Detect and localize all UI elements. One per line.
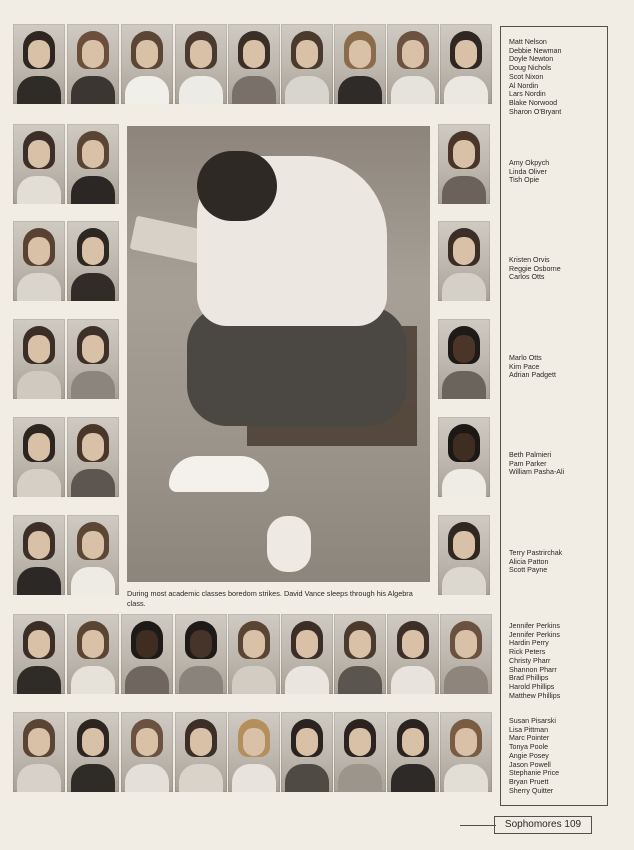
student-name: Al Nordin bbox=[509, 81, 539, 90]
portrait-photo bbox=[13, 712, 65, 792]
student-name: Shannon Pharr bbox=[509, 665, 557, 674]
portrait-photo bbox=[13, 319, 65, 399]
portrait-photo bbox=[387, 614, 439, 694]
portrait-photo bbox=[67, 24, 119, 104]
portrait-photo bbox=[440, 24, 492, 104]
student-name: Brad Phillips bbox=[509, 674, 549, 683]
student-name: Matt Nelson bbox=[509, 38, 547, 46]
student-name: Angie Posey bbox=[509, 751, 549, 760]
student-name: Blake Norwood bbox=[509, 98, 558, 107]
portrait-photo bbox=[67, 221, 119, 301]
portrait-photo bbox=[438, 515, 490, 595]
portrait-photo bbox=[228, 712, 280, 792]
portrait-photo bbox=[13, 614, 65, 694]
portrait-photo bbox=[440, 614, 492, 694]
portrait-photo bbox=[121, 24, 173, 104]
student-name: Adrian Padgett bbox=[509, 371, 556, 380]
portrait-photo bbox=[228, 24, 280, 104]
student-name: Lars Nordin bbox=[509, 90, 546, 99]
photo-caption: During most academic classes boredom strikes. David Vance sleeps through his Algebra class. bbox=[127, 589, 413, 609]
student-name: Kim Pace bbox=[509, 362, 540, 371]
student-name: Scott Payne bbox=[509, 566, 548, 575]
portrait-photo bbox=[281, 24, 333, 104]
name-list-perkins bbox=[509, 622, 560, 700]
name-list-palmieri bbox=[509, 451, 564, 477]
student-name: Amy Okpych bbox=[509, 159, 550, 167]
student-name: Harold Phillips bbox=[509, 682, 555, 691]
portrait-photo bbox=[13, 24, 65, 104]
footer-rule bbox=[460, 825, 496, 826]
portrait-photo bbox=[13, 221, 65, 301]
student-name: Rick Peters bbox=[509, 648, 546, 657]
portrait-photo bbox=[438, 124, 490, 204]
student-name: Hardin Perry bbox=[509, 639, 549, 648]
portrait-photo bbox=[175, 24, 227, 104]
student-name: Carlos Otts bbox=[509, 273, 545, 282]
portrait-photo bbox=[334, 24, 386, 104]
portrait-photo bbox=[334, 614, 386, 694]
portrait-photo bbox=[175, 712, 227, 792]
student-name: William Pasha-Ali bbox=[509, 468, 565, 477]
portrait-photo bbox=[13, 124, 65, 204]
portrait-photo bbox=[67, 124, 119, 204]
student-name: Marc Pointer bbox=[509, 734, 550, 743]
portrait-photo bbox=[13, 515, 65, 595]
portrait-photo bbox=[67, 614, 119, 694]
portrait-photo bbox=[387, 24, 439, 104]
student-name: Doyle Newton bbox=[509, 55, 554, 64]
page-number: 109 bbox=[564, 819, 582, 830]
portrait-photo bbox=[67, 417, 119, 497]
student-name: Stephanie Price bbox=[509, 769, 560, 778]
student-name: Tish Opie bbox=[509, 176, 540, 185]
student-name: Matthew Phillips bbox=[509, 691, 561, 700]
student-name: Alicia Patton bbox=[509, 557, 549, 566]
student-name: Sherry Quitter bbox=[509, 786, 554, 795]
student-name: Jennifer Perkins bbox=[509, 622, 560, 630]
student-name: Susan Pisarski bbox=[509, 717, 556, 725]
student-name: Jennifer Perkins bbox=[509, 630, 560, 639]
portrait-photo bbox=[121, 712, 173, 792]
student-name: Beth Palmieri bbox=[509, 451, 552, 459]
feature-photo bbox=[127, 126, 430, 582]
portrait-photo bbox=[438, 221, 490, 301]
student-name: Jason Powell bbox=[509, 760, 551, 769]
name-list-okpych bbox=[509, 159, 549, 185]
portrait-photo bbox=[228, 614, 280, 694]
portrait-photo bbox=[281, 614, 333, 694]
student-name: Kristen Orvis bbox=[509, 256, 550, 264]
portrait-photo bbox=[67, 319, 119, 399]
name-list-pisarski bbox=[509, 717, 559, 795]
student-name: Linda Oliver bbox=[509, 167, 547, 176]
student-name: Tonya Poole bbox=[509, 743, 549, 752]
portrait-photo bbox=[281, 712, 333, 792]
section-title: Sophomores bbox=[504, 819, 562, 830]
student-name: Debbie Newman bbox=[509, 46, 562, 55]
portrait-photo bbox=[440, 712, 492, 792]
portrait-photo bbox=[387, 712, 439, 792]
portrait-photo bbox=[13, 417, 65, 497]
portrait-photo bbox=[334, 712, 386, 792]
student-name: Marlo Otts bbox=[509, 354, 542, 362]
portrait-photo bbox=[67, 515, 119, 595]
student-name: Terry Pastrirchak bbox=[509, 549, 563, 557]
page-footer bbox=[494, 816, 592, 834]
student-name: Doug Nichols bbox=[509, 64, 552, 73]
student-name: Reggie Osborne bbox=[509, 264, 561, 273]
student-name: Bryan Pruett bbox=[509, 777, 549, 786]
student-name: Scot Nixon bbox=[509, 72, 544, 81]
student-name: Pam Parker bbox=[509, 459, 547, 468]
portrait-photo bbox=[121, 614, 173, 694]
student-name: Christy Pharr bbox=[509, 656, 551, 665]
portrait-photo bbox=[175, 614, 227, 694]
portrait-photo bbox=[438, 417, 490, 497]
student-name: Lisa Pittman bbox=[509, 725, 549, 734]
portrait-photo bbox=[438, 319, 490, 399]
name-list-row-1 bbox=[509, 38, 561, 116]
portrait-photo bbox=[67, 712, 119, 792]
name-list-orvis bbox=[509, 256, 561, 282]
student-name: Sharon O'Bryant bbox=[509, 107, 562, 116]
name-list-pastrirchak bbox=[509, 549, 562, 575]
name-list-otts bbox=[509, 354, 556, 380]
